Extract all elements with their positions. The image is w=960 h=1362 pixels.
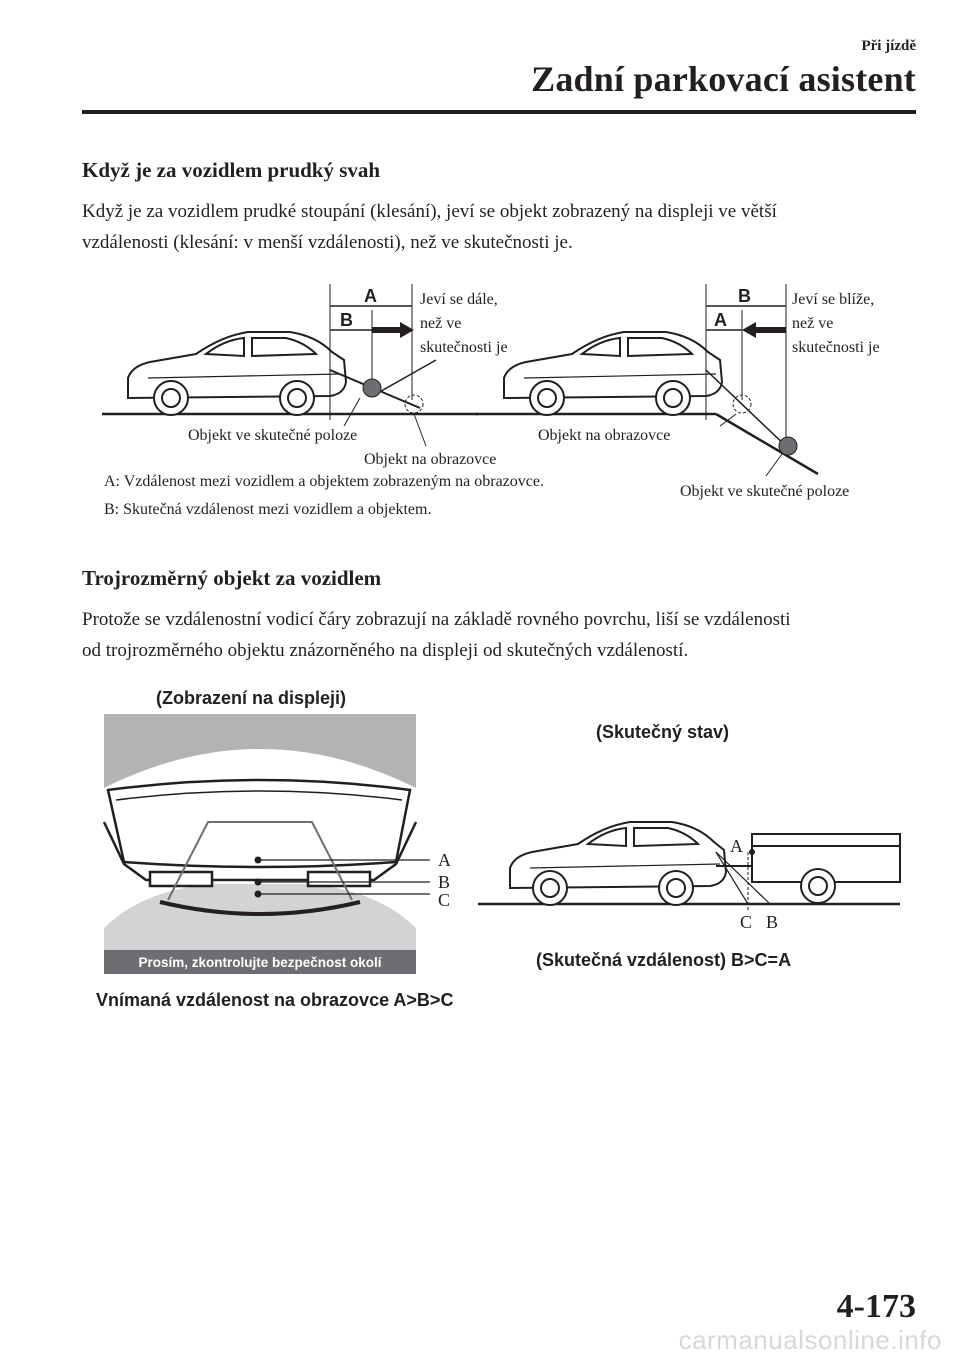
dim-label: A xyxy=(364,286,377,306)
point-label-b: B xyxy=(438,872,451,892)
real-object-ball xyxy=(363,379,381,397)
legend-b: B: Skutečná vzdálenost mezi vozidlem a objektem. xyxy=(104,501,432,518)
point-label-a: A xyxy=(438,850,451,870)
leader-line xyxy=(344,398,360,426)
display-banner-text: Prosím, zkontrolujte bezpečnost okolí xyxy=(138,955,382,970)
note-line: než ve xyxy=(420,315,462,332)
note-line: Jeví se dále, xyxy=(420,291,498,308)
object-paragraph xyxy=(82,604,922,666)
point-marker xyxy=(749,849,755,855)
display-panel xyxy=(96,688,453,1010)
point-marker xyxy=(255,857,262,864)
dim-label: B xyxy=(340,310,353,330)
actual-label-c: C xyxy=(740,912,753,932)
sight-line xyxy=(706,370,790,450)
object-paragraph-line: od trojrozměrného objektu znázorněného na displeji od skutečných vzdáleností. xyxy=(82,640,689,661)
point-marker xyxy=(255,891,262,898)
page-number: 4-173 xyxy=(836,1288,916,1325)
note-line: než ve xyxy=(792,315,834,332)
car-illustration xyxy=(504,332,722,415)
callout-on-screen: Objekt na obrazovce xyxy=(538,427,671,444)
callout-real-position: Objekt ve skutečné poloze xyxy=(680,483,850,500)
real-object-ball xyxy=(779,437,797,455)
object-figure xyxy=(0,676,960,1026)
leader-line xyxy=(766,454,782,476)
dim-label: B xyxy=(738,286,751,306)
arrow-left-icon xyxy=(742,322,756,338)
slope-line xyxy=(716,414,818,474)
dim-label: A xyxy=(714,310,727,330)
page-title: Zadní parkovací asistent xyxy=(531,59,916,99)
slope-paragraph xyxy=(82,196,922,258)
display-caption: Vnímaná vzdálenost na obrazovce A>B>C xyxy=(96,990,454,1010)
car-illustration xyxy=(128,332,346,415)
callout-real-position: Objekt ve skutečné poloze xyxy=(188,427,358,444)
actual-panel xyxy=(478,722,900,970)
point-label-c: C xyxy=(438,890,451,910)
sight-line xyxy=(376,360,436,394)
note-line: skutečnosti je xyxy=(420,339,508,356)
slope-heading: Když je za vozidlem prudký svah xyxy=(82,158,381,182)
right-slope-panel xyxy=(476,284,880,500)
watermark: carmanualsonline.info xyxy=(678,1325,942,1355)
object-paragraph-line: Protože se vzdálenostní vodicí čáry zobrazují na základě rovného povrchu, liší se vzdálenosti xyxy=(82,609,791,630)
slope-paragraph-line: Když je za vozidlem prudké stoupání (klesání), jeví se objekt zobrazený na displeji ve větší xyxy=(82,201,777,222)
note-line: skutečnosti je xyxy=(792,339,880,356)
actual-title: (Skutečný stav) xyxy=(596,722,730,742)
section-label: Při jízdě xyxy=(861,38,916,54)
screen-object-ball xyxy=(405,395,423,413)
actual-caption: (Skutečná vzdálenost) B>C=A xyxy=(536,950,792,970)
actual-label-b: B xyxy=(766,912,779,932)
leader-line xyxy=(414,414,426,446)
car-illustration xyxy=(510,822,726,905)
point-marker xyxy=(255,879,262,886)
slope-paragraph-line: vzdálenosti (klesání: v menší vzdálenosti), než ve skutečnosti je. xyxy=(82,232,573,253)
trailer-illustration xyxy=(716,834,900,903)
legend-a: A: Vzdálenost mezi vozidlem a objektem zobrazeným na obrazovce. xyxy=(104,473,544,490)
display-title: (Zobrazení na displeji) xyxy=(156,688,347,708)
note-line: Jeví se blíže, xyxy=(792,291,875,308)
title-rule xyxy=(82,110,916,114)
actual-label-a: A xyxy=(730,836,743,856)
object-heading: Trojrozměrný objekt za vozidlem xyxy=(82,566,382,590)
callout-on-screen: Objekt na obrazovce xyxy=(364,451,497,468)
slope-figure xyxy=(0,270,960,530)
left-slope-panel xyxy=(102,284,508,468)
